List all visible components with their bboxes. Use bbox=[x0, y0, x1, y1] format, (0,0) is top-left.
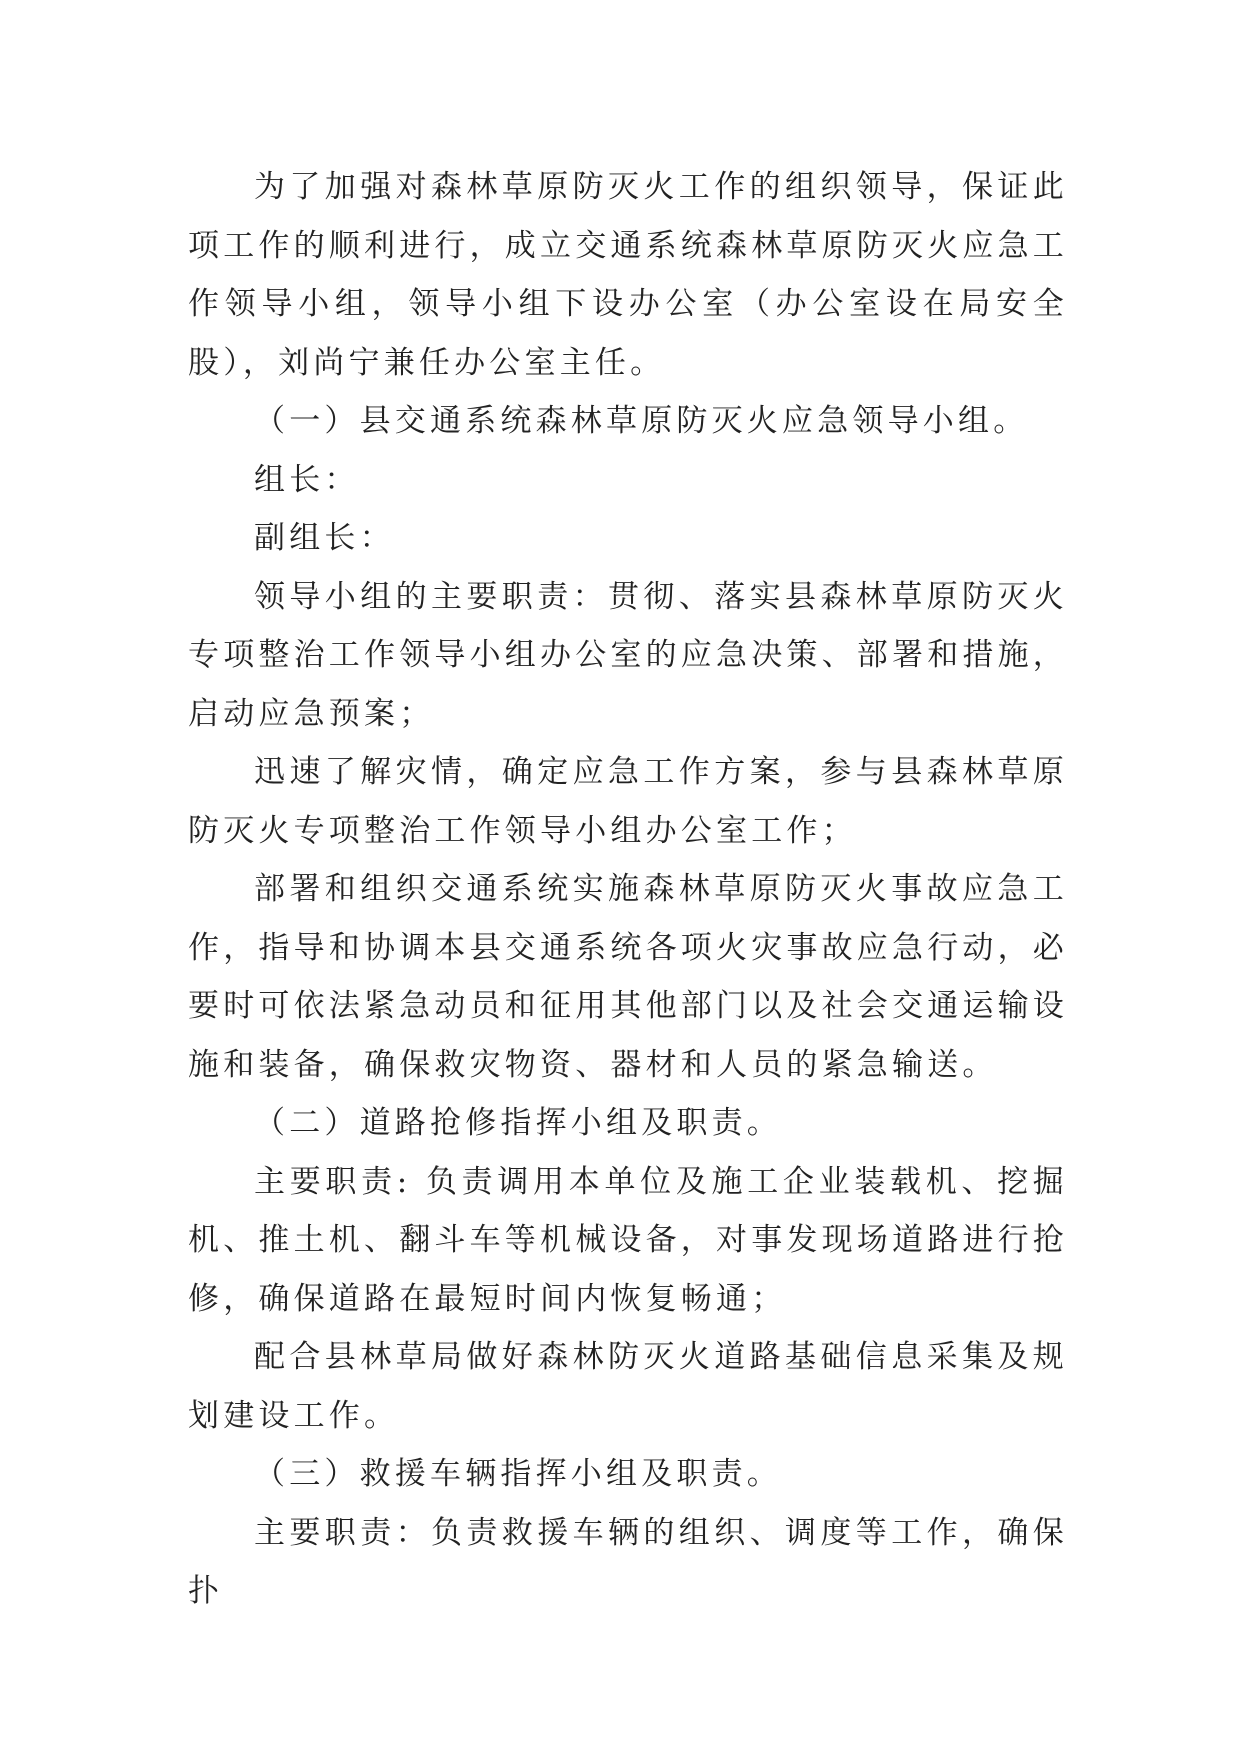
group-leader-line: 组长： bbox=[254, 461, 360, 498]
paragraph-deploy-organize: 部署和组织交通系统实施森林草原防灭火事故应急工作，指导和协调本县交通系统各项火灾事故应急行动，必要时可依法紧急动员和征用其他部门以及社会交通运输设施和装备，确保救灾物资、器材和人员的紧急输送。 bbox=[188, 871, 1068, 1083]
paragraph-road-planning: 配合县林草局做好森林防灭火道路基础信息采集及规划建设工作。 bbox=[188, 1339, 1068, 1434]
paragraph-road-repair-duties: 主要职责: 负责调用本单位及施工企业装载机、挖掘机、推土机、翻斗车等机械设备，对事发现场道路进行抢修，确保道路在最短时间内恢复畅通； bbox=[188, 1163, 1068, 1317]
section-heading-1: （一）县交通系统森林草原防灭火应急领导小组。 bbox=[254, 403, 1029, 439]
paragraph-leader-duties: 领导小组的主要职责：贯彻、落实县森林草原防灭火专项整治工作领导小组办公室的应急决策、部署和措施，启动应急预案； bbox=[188, 578, 1068, 732]
paragraph-rescue-vehicle-duties: 主要职责：负责救援车辆的组织、调度等工作，确保扑 bbox=[188, 1514, 1068, 1609]
section-heading-3: （三）救援车辆指挥小组及职责。 bbox=[254, 1456, 782, 1492]
document-page bbox=[188, 158, 1068, 1621]
paragraph-assess-disaster: 迅速了解灾情，确定应急工作方案，参与县森林草原防灭火专项整治工作领导小组办公室工作； bbox=[188, 754, 1068, 849]
deputy-leader-line: 副组长： bbox=[254, 520, 395, 556]
paragraph-intro: 为了加强对森林草原防灭火工作的组织领导，保证此项工作的顺利进行，成立交通系统森林草原防灭火应急工作领导小组，领导小组下设办公室（办公室设在局安全股），刘尚宁兼任办公室主任。 bbox=[188, 169, 1068, 381]
section-heading-2: （二）道路抢修指挥小组及职责。 bbox=[254, 1105, 782, 1141]
